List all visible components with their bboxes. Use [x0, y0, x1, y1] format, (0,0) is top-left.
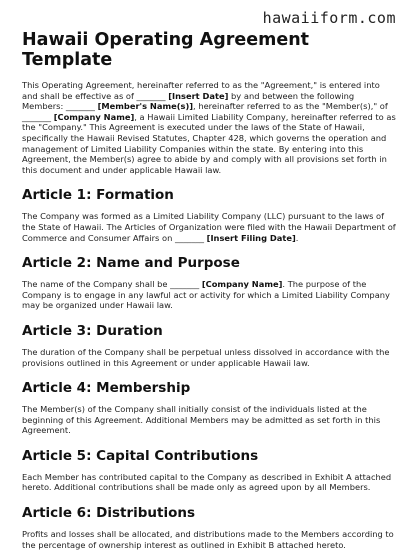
company-name-placeholder: [Company Name]: [201, 279, 283, 290]
article-2-text-2: . The purpose of the Company is to engage in any lawful act or activity for which a Limited Liability Company may be organized under Hawaii law.: [22, 279, 390, 311]
article-3-heading: Article 3: Duration: [22, 322, 163, 339]
document-page: [22, 8, 398, 550]
article-6-body: Profits and losses shall be allocated, and distributions made to the Members according to the percentage of ownership interest as outlined in Exhibit B attached hereto.: [22, 529, 394, 550]
article-4-body: The Member(s) of the Company shall initially consist of the individuals listed at the beginning of this Agreement. Additional Members may be admitted as set forth in this Agreement.: [22, 404, 381, 436]
article-1-text-2: .: [295, 232, 299, 243]
article-5-body: Each Member has contributed capital to the Company as described in Exhibit A attached hereto. Additional contributions shall be made only as agreed upon by all Members.: [22, 471, 392, 493]
filing-date-placeholder: [Insert Filing Date]: [206, 232, 296, 243]
article-1-heading: Article 1: Formation: [22, 187, 174, 204]
article-1-body: [22, 211, 398, 243]
article-2-heading: Article 2: Name and Purpose: [22, 255, 240, 272]
article-2-text-1: The name of the Company shall be _______: [22, 279, 202, 290]
company-placeholder: [Company Name]: [53, 111, 135, 122]
article-5-heading: Article 5: Capital Contributions: [22, 447, 259, 464]
watermark: hawaiiform.com: [262, 9, 396, 27]
article-6-heading: Article 6: Distributions: [22, 505, 196, 522]
intro-text-4: , a Hawaii Limited Liability Company, hereinafter referred to as the "Company." This Agreement is executed under the laws of the State of Hawaii, specifically the Hawaii Revised Statutes, Chapter 428, which governs the operation and management of Limited Liability Companies within the state. By entering into this Agreement, the Member(s) agree to abide by and comply with all provisions set forth in this document and under applicable Hawaii law.: [22, 111, 396, 175]
members-placeholder: [Member's Name(s)]: [97, 101, 194, 112]
article-2-body: [22, 279, 398, 311]
intro-text-2: by and between the following Members: _______: [22, 90, 355, 112]
article-4-heading: Article 4: Membership: [22, 380, 191, 397]
intro-text-3: , hereinafter referred to as the "Member(s)," of _______: [22, 101, 388, 122]
date-placeholder: [Insert Date]: [168, 90, 229, 101]
article-3-body: The duration of the Company shall be perpetual unless dissolved in accordance with the provisions outlined in this Agreement or under applicable Hawaii law.: [22, 346, 390, 368]
document-title: Hawaii Operating Agreement Template: [22, 30, 310, 70]
intro-paragraph: [22, 80, 398, 175]
article-1-text-1: The Company was formed as a Limited Liability Company (LLC) pursuant to the laws of the State of Hawaii. The Articles of Organization were filed with the Hawaii Department of Commerce and Consumer Affairs on _______: [22, 211, 396, 243]
intro-text-1: This Operating Agreement, hereinafter referred to as the "Agreement," is entered into and shall be effective as of _______: [22, 80, 380, 101]
